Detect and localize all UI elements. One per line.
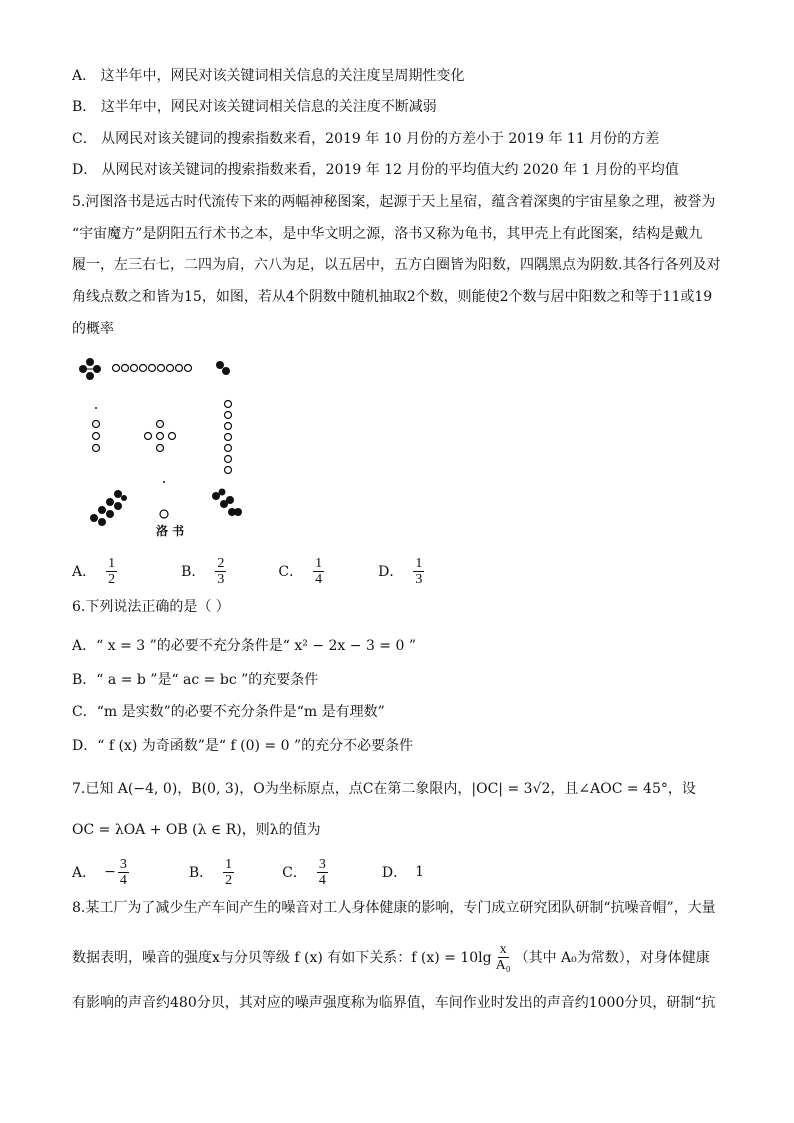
q8-line2-part1: 数据表明，噪音的强度x与分贝等级 f (x) 有如下关系：f (x) = 10lg	[72, 949, 492, 966]
q5-option-d-den: 3	[415, 571, 423, 587]
q5-option-c	[278, 556, 326, 587]
q7-option-b-num: 1	[225, 856, 233, 872]
luoshu-nine-white	[113, 365, 192, 372]
q4-option-b: B． 这半年中，网民对该关键词相关信息的关注度不断减弱	[72, 99, 437, 115]
q7-option-a-letter: A．	[72, 865, 97, 881]
luoshu-five-white	[145, 421, 176, 452]
q7-option-d	[382, 862, 424, 882]
q5-stem-line1: 5.河图洛书是远古时代流传下来的两幅神秘图案，起源于天上星宿，蕴含着深奥的宇宙星象之理，被誉为	[72, 194, 716, 210]
luoshu-caption: 洛 书	[156, 524, 185, 538]
q8-fraction	[494, 942, 513, 973]
q7-option-c-num: 3	[318, 856, 326, 872]
q5-option-d	[378, 556, 426, 587]
q8-stem-line1: 8.某工厂为了减少生产车间产生的噪音对工人身体健康的影响，专门成立研究团队研制“抗噪音帽”，大量	[72, 900, 716, 916]
q5-stem-line4: 角线点数之和皆为15，如图，若从4个阴数中随机抽取2个数，则能使2个数与居中阳数之和等于11或19	[72, 289, 713, 305]
q5-option-a	[72, 556, 119, 587]
q7-option-c-den: 4	[318, 872, 326, 888]
q8-line2-part2: （其中 A₀为常数），对身体健康	[514, 949, 710, 966]
q5-stem-line2: “宇宙魔方”是阴阳五行术书之本，是中华文明之源，洛书又称为龟书，其甲壳上有此图案，结构是戴九	[72, 226, 703, 242]
q5-option-d-letter: D．	[378, 564, 404, 580]
q7-option-a-num: 3	[119, 856, 127, 872]
q5-option-a-den: 2	[108, 571, 116, 587]
q6-option-a: A．“ x = 3 ”的必要不充分条件是“ x² − 2x − 3 = 0 ”	[72, 638, 416, 654]
q5-option-d-num: 1	[415, 555, 423, 571]
q4-option-c: C． 从网民对该关键词的搜索指数来看，2019 年 10 月份的方差小于 2019 年 11 月份的方差	[72, 131, 660, 147]
q8-stem-line2	[72, 942, 710, 973]
q5-option-b-letter: B．	[181, 564, 206, 580]
q5-stem-line5: 的概率	[72, 321, 114, 337]
luoshu-four-black	[79, 358, 101, 380]
q8-frac-num: x	[499, 942, 507, 957]
q6-option-b: B．“ a = b ”是“ ac = bc ”的充要条件	[72, 672, 319, 688]
q7-options	[72, 852, 458, 892]
q6-option-c: C．“m 是实数”的必要不充分条件是“m 是有理数”	[72, 704, 385, 720]
q7-option-a-den: 4	[119, 872, 127, 888]
q5-option-c-num: 1	[315, 555, 323, 571]
q8-frac-den: A₀	[495, 958, 511, 973]
q6-stem: 6.下列说法正确的是（ ）	[72, 599, 230, 615]
q7-option-b-den: 2	[225, 872, 233, 888]
q7-option-c-letter: C．	[282, 865, 307, 881]
luoshu-two-black	[216, 361, 230, 375]
q5-option-b-num: 2	[217, 555, 225, 571]
q5-option-c-den: 4	[315, 571, 323, 587]
q7-option-b-letter: B．	[188, 865, 214, 881]
q5-option-b	[181, 556, 228, 587]
q5-option-b-den: 3	[217, 571, 225, 587]
q7-option-b	[189, 857, 236, 888]
luoshu-six-black	[212, 489, 242, 517]
q5-option-c-letter: C．	[278, 564, 304, 580]
luoshu-eight-black	[90, 490, 127, 526]
q5-option-a-letter: A．	[72, 564, 97, 580]
q7-stem-line2: OC = λOA + OB (λ ∈ R)，则λ的值为	[72, 822, 321, 838]
q8-stem-line3: 有影响的声音约480分贝，其对应的噪声强度称为临界值，车间作业时发出的声音约1000分贝，研制“抗	[72, 995, 716, 1011]
q6-option-d: D．“ f (x) 为奇函数”是“ f (0) = 0 ”的充分不必要条件	[72, 738, 414, 754]
q7-option-a-sign: −	[104, 864, 116, 880]
luoshu-three-white	[93, 421, 100, 452]
q5-options	[72, 551, 460, 591]
q7-option-c	[282, 857, 330, 888]
q5-option-a-num: 1	[108, 555, 116, 571]
luoshu-figure	[78, 352, 258, 542]
luoshu-seven-white	[225, 401, 232, 474]
luoshu-one-white	[160, 510, 168, 518]
q7-option-d-letter: D．	[381, 865, 408, 881]
q4-option-d: D． 从网民对该关键词的搜索指数来看，2019 年 12 月份的平均值大约 2020 年 1 月份的平均值	[72, 162, 679, 178]
q5-stem-line3: 履一，左三右七，二四为肩，六八为足，以五居中，五方白圈皆为阳数，四隅黑点为阴数.其各行各列及对	[72, 257, 721, 273]
q7-option-a	[72, 857, 131, 888]
q7-option-d-value: 1	[415, 864, 425, 880]
q7-stem-line1: 7.已知 A(−4, 0)，B(0, 3)，O为坐标原点，点C在第二象限内，|OC| = 3√2，且∠AOC = 45°，设	[72, 781, 696, 797]
q4-option-a: A． 这半年中，网民对该关键词相关信息的关注度呈周期性变化	[72, 68, 465, 84]
